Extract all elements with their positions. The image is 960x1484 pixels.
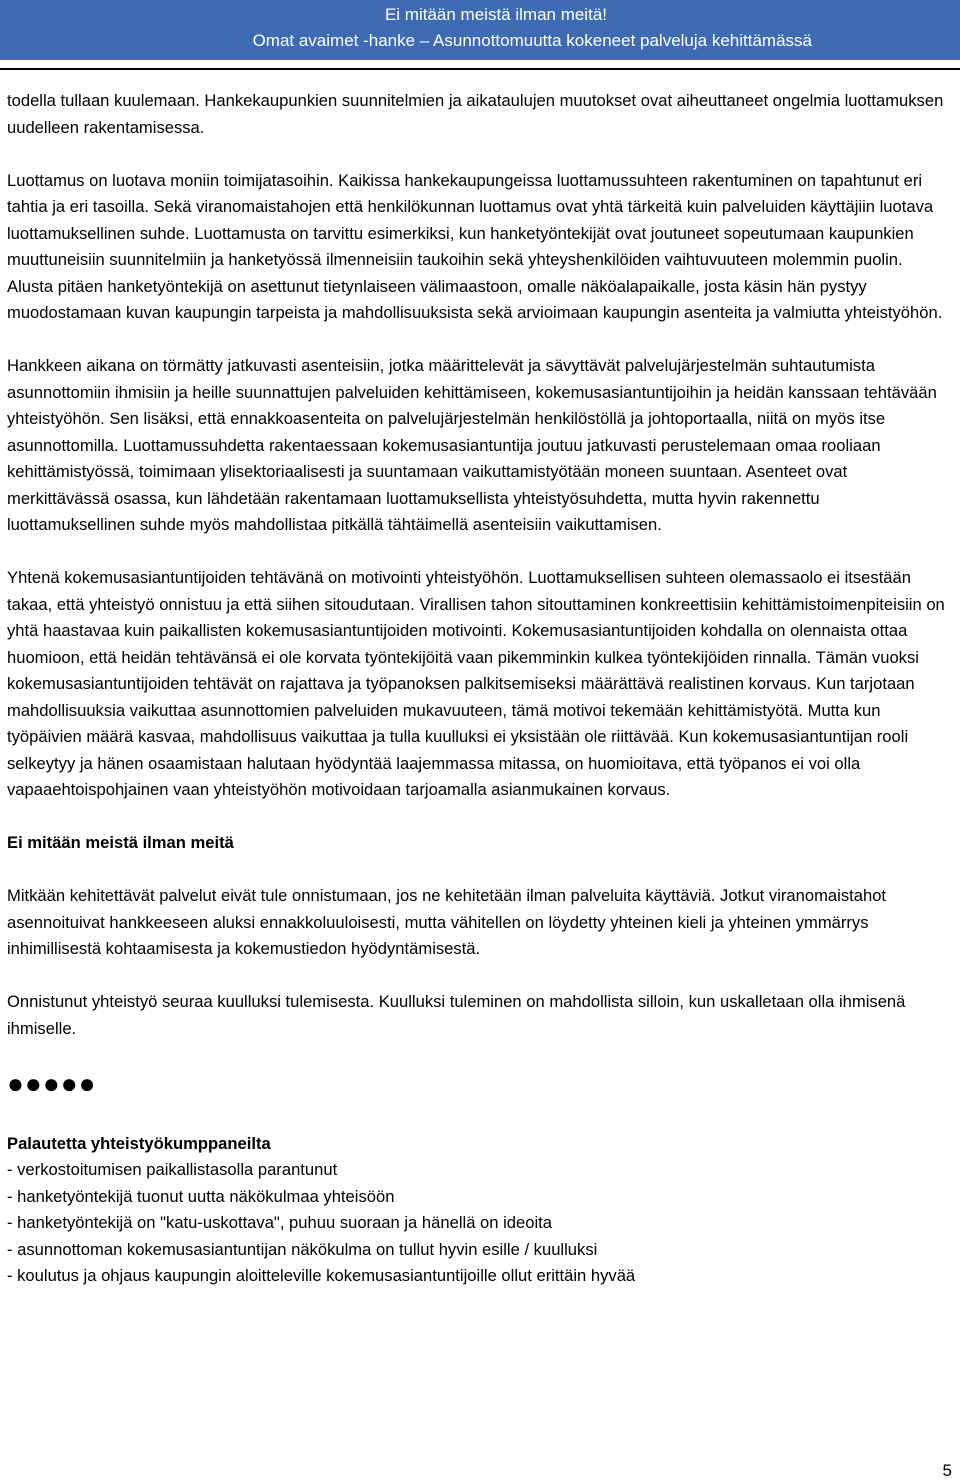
paragraph-1: todella tullaan kuulemaan. Hankekaupunkien suunnitelmien ja aikataulujen muutokset ovat aiheuttaneet ongelmia luottamuksen uudelleen rakentamisessa. [7, 91, 944, 137]
feedback-item: - verkostoitumisen paikallistasolla parantunut [7, 1160, 338, 1179]
document-body [7, 88, 952, 1290]
paragraph-3: Hankkeen aikana on törmätty jatkuvasti asenteisiin, jotka määrittelevät ja sävyttävät palvelujärjestelmän suhtautumista asunnottomiin ihmisiin ja heille suunnattujen palveluiden kehittämiseen, kokemusasiantuntijoihin ja heidän kanssaan tehtävään yhteistyöhön. Sen lisäksi, että ennakkoasenteita on palvelujärjestelmän henkilöstöllä ja johtoportaalla, niitä on myös itse asunnottomilla. Luottamussuhdetta rakentaessaan kokemusasiantuntija joutuu jatkuvasti perustelemaan omaa rooliaan kehittämistyössä, toimimaan ylisektoriaalisesti ja suuntamaan vaikuttamistyötään moneen suuntaan. Asenteet ovat merkittävässä osassa, kun lähdetään rakentamaan luottamuksellista yhteistyösuhdetta, mutta hyvin rakennettu luottamuksellinen suhde myös mahdollistaa pitkällä tähtäimellä asenteisiin vaikuttamisen. [7, 356, 937, 534]
feedback-item: - hanketyöntekijä tuonut uutta näkökulmaa yhteisöön [7, 1186, 395, 1206]
paragraph-2: Luottamus on luotava moniin toimijatasoihin. Kaikissa hankekaupungeissa luottamussuhteen rakentuminen on tapahtunut eri tahtia ja eri tasoilla. Sekä viranomaistahojen että henkilökunnan luottamus ovat yhtä tärkeitä kuin palveluiden käyttäjiin luotava luottamuksellinen suhde. Luottamusta on tarvittu esimerkiksi, kun hanketyöntekijät ovat joutuneet sopeutumaan kaupunkien muuttuneisiin suunnitelmiin ja hanketyössä ilmenneisiin taukoihin sekä yhteyshenkilöiden vaihtuvuuteen molemmin puolin. Alusta pitäen hanketyöntekijä on asettunut tietynlaiseen välimaastoon, omalle näköalapaikalle, josta käsin hän pystyy muodostamaan kuvan kaupungin tarpeista ja mahdollisuuksista sekä arvioimaan kaupungin asenteita ja valmiutta yhteistyöhön. [7, 170, 943, 322]
page-number: 5 [942, 1461, 952, 1480]
bullet-divider: ●●●●● [7, 1067, 97, 1099]
feedback-item: - hanketyöntekijä on "katu-uskottava", puhuu suoraan ja hänellä on ideoita [7, 1213, 552, 1232]
paragraph-4: Yhtenä kokemusasiantuntijoiden tehtävänä on motivointi yhteistyöhön. Luottamuksellisen suhteen olemassaolo ei itsestään takaa, että yhteistyö onnistuu ja että siihen sitoudutaan. Virallisen tahon sitouttaminen konkreettisiin kehittämistoimenpiteisiin on yhtä haastavaa kuin paikallisten kokemusasiantuntijoiden motivointi. Kokemusasiantuntijoiden kohdalla on olennaista ottaa huomioon, että heidän tehtävänsä ei ole korvata työntekijöitä vaan pikemminkin kulkea työntekijöiden rinnalla. Tämän vuoksi kokemusasiantuntijoiden tehtävät on rajattava ja työpanoksen palkitsemiseksi määrättävä realistinen korvaus. Kun tarjotaan mahdollisuuksia vaikuttaa asunnottomien palveluiden mukavuuteen, tämä motivoi tekemään kehittämistyötä. Mutta kun työpäivien määrä kasvaa, mahdollisuus vaikuttaa ja tulla kuulluksi ei yksistään ole riittävää. Kun kokemusasiantuntijan rooli selkeytyy ja hänen osaamistaan halutaan hyödyntää laajemmassa mitassa, on huomioitava, että työpanos ei voi olla vapaaehtoispohjainen vaan yhteistyöhön motivoidaan tarjoamalla asianmukainen korvaus. [7, 568, 945, 799]
feedback-item: - asunnottoman kokemusasiantuntijan näkökulma on tullut hyvin esille / kuulluksi [7, 1239, 598, 1259]
header-divider [0, 68, 960, 70]
feedback-item: - koulutus ja ohjaus kaupungin aloitteleville kokemusasiantuntijoille ollut erittäin hyvää [7, 1266, 636, 1285]
header-subtitle: Omat avaimet -hanke – Asunnottomuutta kokeneet palveluja kehittämässä [252, 31, 812, 50]
header-title: Ei mitään meistä ilman meitä! [384, 5, 607, 24]
section-paragraph-1: Mitkään kehitettävät palvelut eivät tule onnistumaan, jos ne kehitetään ilman palveluita käyttäviä. Jotkut viranomaistahot asennoituivat hankkeeseen aluksi ennakkoluuloisesti, mutta vähitellen on löydetty yhteinen kieli ja yhteinen ymmärrys inhimillisestä kohtaamisesta ja kokemustiedon hyödyntämisestä. [7, 886, 887, 958]
feedback-title: Palautetta yhteistyökumppaneilta [7, 1133, 271, 1153]
section-paragraph-2: Onnistunut yhteistyö seuraa kuulluksi tulemisesta. Kuulluksi tuleminen on mahdollista silloin, kun uskalletaan olla ihmisenä ihmiselle. [7, 992, 906, 1038]
section-heading: Ei mitään meistä ilman meitä [7, 833, 234, 852]
